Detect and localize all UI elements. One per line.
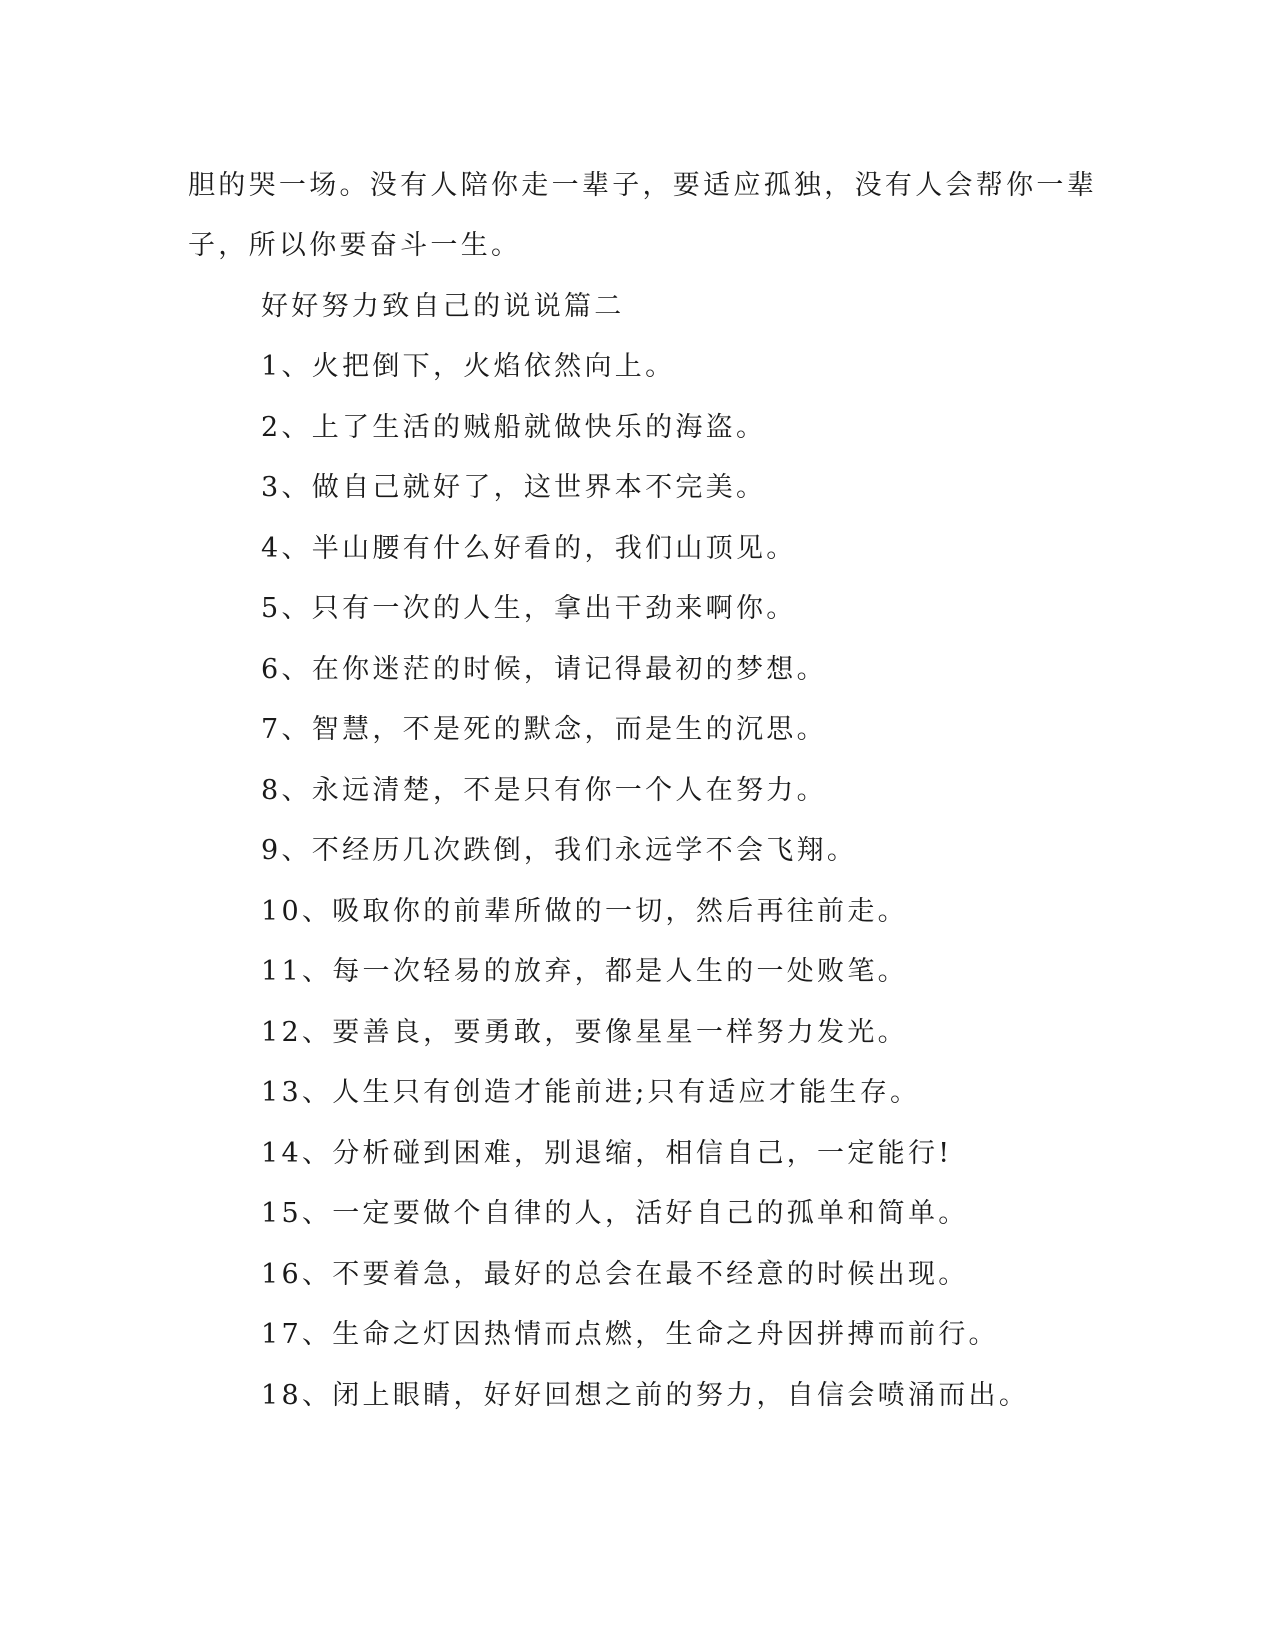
list-item: 14、分析碰到困难，别退缩，相信自己，一定能行! bbox=[261, 1138, 953, 1169]
intro-line: 子，所以你要奋斗一生。 bbox=[188, 230, 522, 261]
list-item: 10、吸取你的前辈所做的一切，然后再往前走。 bbox=[261, 896, 908, 927]
list-item: 11、每一次轻易的放弃，都是人生的一处败笔。 bbox=[261, 956, 908, 987]
section-title: 好好努力致自己的说说篇二 bbox=[261, 291, 625, 322]
list-item: 6、在你迷茫的时候，请记得最初的梦想。 bbox=[261, 654, 827, 685]
list-item: 15、一定要做个自律的人，活好自己的孤单和简单。 bbox=[261, 1198, 969, 1229]
list-item: 4、半山腰有什么好看的，我们山顶见。 bbox=[261, 533, 797, 564]
list-item: 1、火把倒下，火焰依然向上。 bbox=[261, 351, 676, 382]
list-item: 5、只有一次的人生，拿出干劲来啊你。 bbox=[261, 593, 797, 624]
list-item: 13、人生只有创造才能前进;只有适应才能生存。 bbox=[261, 1077, 921, 1108]
list-item: 12、要善良，要勇敢，要像星星一样努力发光。 bbox=[261, 1017, 908, 1048]
list-item: 17、生命之灯因热情而点燃，生命之舟因拼搏而前行。 bbox=[261, 1319, 999, 1350]
list-item: 2、上了生活的贼船就做快乐的海盗。 bbox=[261, 412, 767, 443]
list-item: 16、不要着急，最好的总会在最不经意的时候出现。 bbox=[261, 1259, 969, 1290]
list-item: 8、永远清楚，不是只有你一个人在努力。 bbox=[261, 775, 827, 806]
list-item: 7、智慧，不是死的默念，而是生的沉思。 bbox=[261, 714, 827, 745]
intro-line: 胆的哭一场。没有人陪你走一辈子，要适应孤独，没有人会帮你一辈 bbox=[188, 170, 1097, 201]
list-item: 18、闭上眼睛，好好回想之前的努力，自信会喷涌而出。 bbox=[261, 1380, 1030, 1411]
list-item: 9、不经历几次跌倒，我们永远学不会飞翔。 bbox=[261, 835, 858, 866]
list-item: 3、做自己就好了，这世界本不完美。 bbox=[261, 472, 767, 503]
